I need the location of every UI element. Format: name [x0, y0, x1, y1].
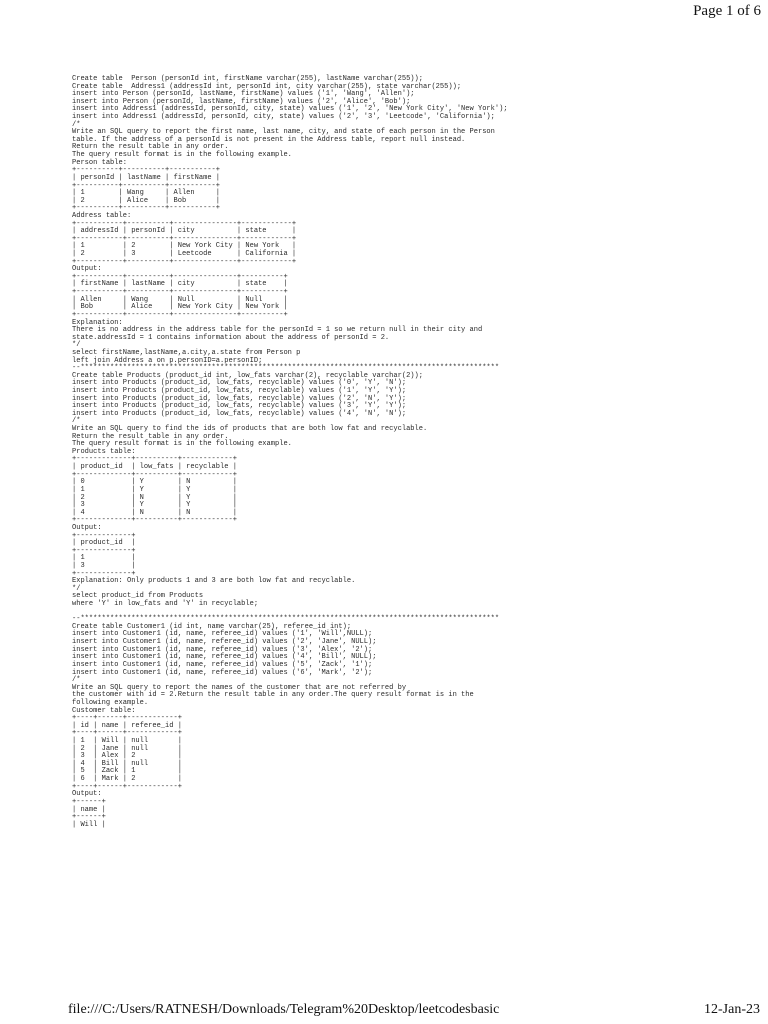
text-line: --***************************************************************************************************: [72, 615, 500, 624]
text-line: +----+------+------------+: [72, 714, 182, 723]
text-line: | 1 | Wang | Allen |: [72, 189, 221, 198]
text-line: | 3 |: [72, 562, 136, 570]
text-line: | 1 | Y | Y |: [72, 485, 237, 494]
text-line: +----+------+------------+: [72, 729, 182, 738]
text-line: where 'Y' in low_fats and 'Y' in recyclable;: [72, 600, 259, 609]
text-line: the customer with id = 2.Return the result table in any order.The query result format is in the: [72, 691, 474, 700]
text-line: | 1 |: [72, 554, 136, 563]
text-line: table. If the address of a personId is not present in the Address table, report null instead.: [72, 135, 466, 144]
text-line: The query result format is in the following example.: [72, 151, 292, 160]
text-line: /*: [72, 120, 81, 129]
text-line: +------+: [72, 797, 106, 806]
text-line: +-------------+----------+------------+: [72, 516, 237, 525]
text-line: +-----------+----------+---------------+------------+: [72, 257, 297, 266]
footer-file-path: file:///C:/Users/RATNESH/Downloads/Telegram%20Desktop/leetcodesbasic: [68, 1002, 500, 1017]
text-line: insert into Products (product_id, low_fats, recyclable) values ('2', 'N', 'Y');: [72, 394, 407, 403]
text-line: There is no address in the address table for the personId = 1 so we return null in their city and: [72, 326, 483, 335]
text-line: | Bob | Alice | New York City | New York |: [72, 303, 288, 312]
text-line: insert into Products (product_id, low_fats, recyclable) values ('1', 'Y', 'Y');: [72, 386, 407, 395]
text-line: +-------------+: [72, 546, 136, 555]
text-line: | 2 | N | Y |: [72, 493, 237, 502]
text-line: | firstName | lastName | city | state |: [72, 280, 288, 289]
text-line: insert into Person (personId, lastName, firstName) values ('2', 'Alice', 'Bob');: [72, 97, 411, 106]
text-line: insert into Customer1 (id, name, referee_id) values ('3', 'Alex', '2');: [72, 645, 373, 654]
footer-date: 12-Jan-23: [704, 1002, 760, 1017]
text-line: insert into Person (personId, lastName, firstName) values ('1', 'Wang', 'Allen');: [72, 90, 415, 99]
text-line: +----------+----------+-----------+: [72, 181, 221, 190]
text-line: | 2 | Jane | null |: [72, 744, 182, 753]
text-line: */: [72, 341, 81, 350]
text-line: insert into Customer1 (id, name, referee_id) values ('1', 'Will',NULL);: [72, 630, 373, 639]
text-line: insert into Address1 (addressId, personId, city, state) values ('1', '2', 'New York City', 'New York');: [72, 105, 508, 114]
text-line: | Allen | Wang | Null | Null |: [72, 295, 288, 304]
text-line: +-----------+----------+---------------+------------+: [72, 219, 297, 228]
text-line: Write an SQL query to find the ids of products that are both low fat and recyclable.: [72, 425, 428, 434]
text-line: Write an SQL query to report the first name, last name, city, and state of each person in the Person: [72, 128, 495, 137]
text-line: insert into Customer1 (id, name, referee_id) values ('5', 'Zack', '1');: [72, 660, 373, 669]
text-line: +----------+----------+-----------+: [72, 166, 221, 175]
text-line: Output:: [72, 790, 102, 799]
text-line: Create table Address1 (addressId int, personId int, city varchar(255), state varchar(255));: [72, 82, 462, 91]
text-line: --***************************************************************************************************: [72, 364, 500, 373]
text-line: Return the result table in any order.: [72, 143, 229, 152]
text-line: +----------+----------+-----------+: [72, 204, 221, 213]
text-line: Write an SQL query to report the names of the customer that are not referred by: [72, 683, 407, 692]
text-line: left join Address a on p.personID=a.personID;: [72, 356, 263, 365]
text-line: | 3 | Y | Y |: [72, 501, 237, 510]
text-line: insert into Customer1 (id, name, referee_id) values ('6', 'Mark', '2');: [72, 668, 373, 677]
text-line: Create table Products (product_id int, low_fats varchar(2), recyclable varchar(2));: [72, 371, 423, 380]
text-line: | 1 | 2 | New York City | New York |: [72, 242, 297, 251]
document-body: [72, 76, 752, 829]
text-line: insert into Address1 (addressId, personId, city, state) values ('2', '3', 'Leetcode', 'California');: [72, 113, 495, 122]
text-line: +-------------+----------+------------+: [72, 455, 237, 464]
text-line: Explanation: Only products 1 and 3 are both low fat and recyclable.: [72, 577, 356, 586]
text-line: | 6 | Mark | 2 |: [72, 775, 182, 784]
text-line: | addressId | personId | city | state |: [72, 227, 297, 236]
text-line: +-----------+----------+---------------+----------+: [72, 288, 288, 297]
text-line: | 2 | 3 | Leetcode | California |: [72, 250, 297, 259]
text-line: +-------------+----------+------------+: [72, 470, 237, 479]
text-line: Products table:: [72, 447, 136, 456]
text-line: | name |: [72, 805, 106, 814]
text-line: | Will |: [72, 820, 106, 829]
text-line: +-------------+: [72, 531, 136, 540]
text-line: | 1 | Will | null |: [72, 737, 182, 746]
text-line: | 5 | Zack | 1 |: [72, 767, 182, 776]
text-line: insert into Products (product_id, low_fats, recyclable) values ('4', 'N', 'N');: [72, 409, 407, 418]
text-line: | id | name | referee_id |: [72, 721, 182, 730]
text-line: select firstName,lastName,a.city,a.state from Person p: [72, 348, 301, 357]
text-line: state.addressId = 1 contains information about the address of personId = 2.: [72, 333, 390, 342]
text-line: +-------------+: [72, 569, 136, 578]
text-line: /*: [72, 417, 81, 426]
text-line: insert into Products (product_id, low_fats, recyclable) values ('0', 'Y', 'N');: [72, 379, 407, 388]
text-line: Output:: [72, 523, 102, 532]
text-line: +----+------+------------+: [72, 782, 182, 791]
text-line: +-----------+----------+---------------+----------+: [72, 272, 288, 281]
text-line: The query result format is in the following example.: [72, 440, 292, 449]
text-line: insert into Customer1 (id, name, referee_id) values ('4', 'Bill', NULL);: [72, 653, 377, 662]
text-line: Explanation:: [72, 318, 123, 327]
text-line: Output:: [72, 265, 102, 274]
text-line: Create table Person (personId int, firstName varchar(255), lastName varchar(255));: [72, 75, 423, 83]
text-line: | 4 | Bill | null |: [72, 759, 182, 768]
text-line: insert into Customer1 (id, name, referee_id) values ('2', 'Jane', NULL);: [72, 638, 377, 647]
text-line: | product_id | low_fats | recyclable |: [72, 463, 237, 472]
text-line: | product_id |: [72, 539, 136, 548]
text-line: | personId | lastName | firstName |: [72, 173, 221, 182]
text-line: /*: [72, 676, 81, 685]
text-line: +-----------+----------+---------------+------------+: [72, 234, 297, 243]
text-line: | 2 | Alice | Bob |: [72, 196, 221, 205]
page-number: Page 1 of 6: [693, 3, 761, 19]
text-line: +-----------+----------+---------------+----------+: [72, 310, 288, 319]
text-line: Customer table:: [72, 706, 136, 715]
text-line: Person table:: [72, 158, 127, 167]
text-line: insert into Products (product_id, low_fats, recyclable) values ('3', 'Y', 'Y');: [72, 402, 407, 411]
text-line: | 4 | N | N |: [72, 508, 237, 517]
text-line: following example.: [72, 698, 149, 707]
text-line: Create table Customer1 (id int, name varchar(25), referee_id int);: [72, 622, 352, 631]
text-line: select product_id from Products: [72, 592, 204, 601]
text-line: | 0 | Y | N |: [72, 478, 237, 487]
text-line: | 3 | Alex | 2 |: [72, 752, 182, 761]
text-line: +------+: [72, 813, 106, 822]
text-line: Address table:: [72, 211, 132, 220]
text-line: */: [72, 584, 81, 593]
text-line: Return the result table in any order.: [72, 432, 229, 441]
